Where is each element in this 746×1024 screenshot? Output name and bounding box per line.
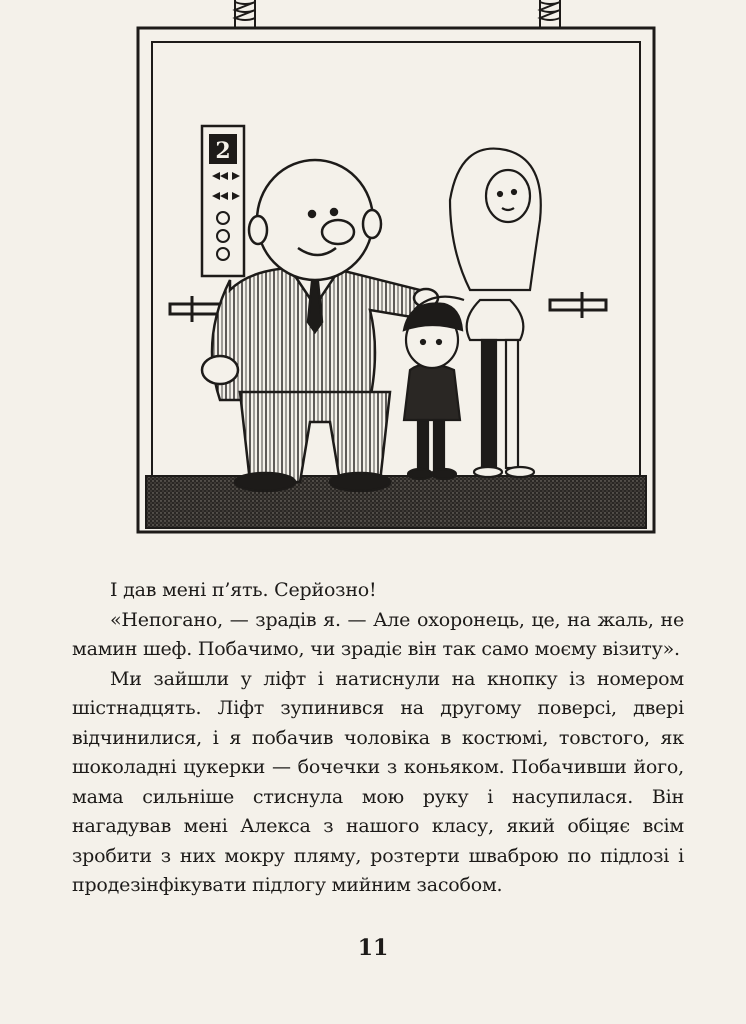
page-number: 11 <box>357 935 389 961</box>
spring-left <box>235 0 255 28</box>
elevator-floor <box>146 476 646 528</box>
spring-right <box>540 0 560 28</box>
panel-button <box>217 248 229 260</box>
paragraph: «Непогано, — зрадiв я. — Але охоронець, це, на жаль, не мамин шеф. Побачимо, чи зрадiє вiн так само моєму вiзиту». <box>72 608 684 660</box>
floor-display-number: 2 <box>215 138 231 164</box>
page-text <box>72 576 684 901</box>
panel-button <box>217 230 229 242</box>
paragraph: Ми зайшли у лiфт i натиснули на кнопку iз номером шiстнадцять. Лiфт зупинився на другому поверсi, дверi вiдчинилися, i я побачив чоловiка в костюмi, товстого, як шоколаднi цукерки — бочечки з коньяком. Побачивши його, мама сильнiше стиснула мою руку i насупилася. Вiн нагадував менi Алекса з нашого класу, який обiцяє всiм зробити з них мокру пляму, розтерти шваброю по пiдлозi i продезiнфiкувати пiдлогу мийним засобом. <box>72 667 684 896</box>
panel-button <box>217 212 229 224</box>
paragraph: I дав менi п’ять. Серйозно! <box>110 579 377 601</box>
elevator-illustration <box>120 0 680 560</box>
elevator-control-panel <box>202 126 244 276</box>
